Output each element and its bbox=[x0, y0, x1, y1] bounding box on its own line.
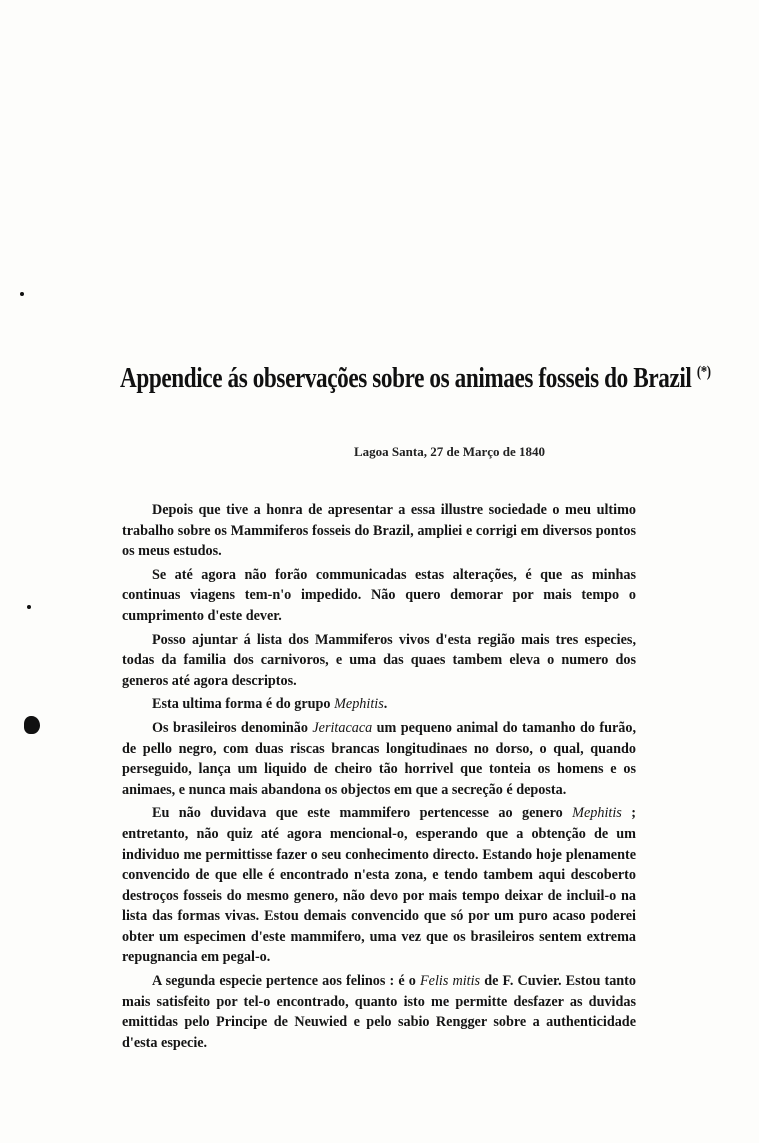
paragraph-text: . bbox=[383, 696, 388, 713]
ink-speck bbox=[20, 292, 24, 296]
paragraph: Depois que tive a honra de apresentar a essa illustre sociedade o meu ultimo trabalho sobre os Mammiferos fosseis do Brazil, ampliei e corrigi em diversos pontos os meus estudos. bbox=[122, 502, 636, 560]
paragraph-text: A segunda especie pertence aos felinos : é o bbox=[152, 973, 420, 990]
ink-blot bbox=[24, 716, 40, 734]
paragraph bbox=[122, 971, 636, 1053]
paragraph-text: Esta ultima forma é do grupo bbox=[152, 696, 335, 713]
paragraph bbox=[122, 718, 636, 800]
genus-name: Mephitis bbox=[334, 696, 384, 713]
vernacular-name: Jeritacaca bbox=[312, 719, 373, 736]
paragraph: Se até agora não forão communicadas estas alterações, é que as minhas continuas viagens tem-n'o impedido. Não quero demorar por mais tempo o cumprimento d'este dever. bbox=[122, 566, 636, 624]
body-text bbox=[122, 500, 636, 1056]
paragraph-text: um pequeno animal do tamanho do furão, de pello negro, com duas riscas brancas longitudinaes no dorso, o qual, quando perseguido, lança um liquido de cheiro tão horrivel que tonteia os homens e os animaes, e nunca mais abandona os objectos em que a secreção é deposta. bbox=[122, 719, 636, 798]
paragraph: Posso ajuntar á lista dos Mammiferos vivos d'esta região mais tres especies, todas da familia dos carnivoros, e uma das quaes tambem eleva o numero dos generos até agora descriptos. bbox=[122, 631, 636, 689]
title-text: Appendice ás observações sobre os animaes fosseis do Brazil bbox=[120, 362, 692, 394]
paragraph-text: ; entretanto, não quiz até agora mencional-o, esperando que a obtenção de um individuo me permittisse fazer o seu conhecimento directo. Estando hoje plenamente convencido de que elle é encontrado n'esta zona, e tendo tambem aqui descoberto destroços fosseis do mesmo genero, não devo por mais tempo deixar de incluil-o na lista das formas vivas. Estou demais convencido que só por um puro acaso poderei obter um especimen d'este mammifero, uma vez que os brasileiros sentem extrema repugnancia em pegal-o. bbox=[122, 805, 636, 966]
title-footnote-mark: (*) bbox=[696, 363, 711, 381]
paragraph bbox=[122, 694, 636, 715]
paragraph-text: de F. Cuvier. Estou tanto mais satisfeito por tel-o encontrado, quanto isto me permitte desfazer as duvidas emittidas pelo Principe de Neuwied e pelo sabio Rengger sobre a authenticidade d'esta especie. bbox=[122, 973, 636, 1051]
page-title bbox=[120, 362, 711, 395]
paragraph-text: Eu não duvidava que este mammifero pertencesse ao genero bbox=[152, 805, 573, 822]
dateline: Lagoa Santa, 27 de Março de 1840 bbox=[354, 444, 546, 459]
paragraph-text: Os brasileiros denominão bbox=[152, 719, 313, 736]
species-name: Felis mitis bbox=[419, 973, 481, 990]
paragraph bbox=[122, 803, 636, 968]
ink-speck bbox=[27, 605, 31, 609]
genus-name: Mephitis bbox=[572, 805, 622, 822]
